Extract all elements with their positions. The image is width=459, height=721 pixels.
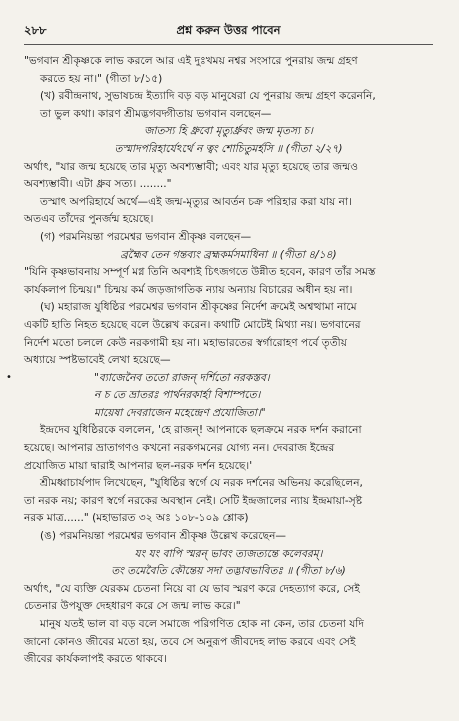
verse-line: তং তমেবৈতি কৌন্তেয় সদা তদ্ভাবভাবিতঃ ॥ (গীতা ৮/৬) bbox=[111, 565, 346, 578]
text-line: শ্রীমধ্বাচার্যপাদ লিখেছেন, "যুধিষ্ঠির স্বর্গে যে নরক দর্শনের অভিনয় করেছিলেন, bbox=[40, 477, 363, 490]
text-line: করতে হয় না।" (গীতা ৮/১৫) bbox=[40, 72, 163, 85]
text-line: অধ্যায়ে স্পষ্টভাবেই লেখা হয়েছে— bbox=[24, 354, 171, 367]
text-line: অবশ্যম্ভাবী। এটা ধ্রুব সত্য। ........" bbox=[24, 178, 172, 191]
verse-line: তস্মাদপরিহার্যেঽর্থে ন ত্বং শোচিতুমর্হসি ॥ (গীতা ২/২৭) bbox=[114, 142, 343, 155]
verse-line: জাতস্য হি ধ্রুবো মৃত্যুর্ধ্রুবং জন্ম মৃতস্য চ। bbox=[144, 125, 313, 138]
text-line: মানুষ যতই ভাল বা বড় বলে সমাজে পরিগণিত হোক না কেন, তার চেতনা যদি bbox=[40, 618, 364, 630]
header-rule bbox=[24, 44, 433, 45]
text-line: নির্দেশ মতো চললে কেউ নরকগামী হয় না। মহাভারতের স্বর্গারোহণ পর্বে তৃতীয় bbox=[24, 336, 347, 349]
verse-line: ন চ তে ভ্রাতরঃ পার্থনরকার্হা বিশাম্পতে। bbox=[94, 389, 261, 402]
text-line: কার্যকলাপ চিন্ময়।" চিন্ময় কর্ম জড়জাগতিক ন্যায় অন্যায় বিচারের অধীন হয় না। bbox=[24, 283, 353, 296]
verse-line: "ব্যাজেনৈব ততো রাজন্ দর্শিতো নরকস্তব। bbox=[94, 371, 270, 384]
page-header bbox=[24, 22, 433, 40]
margin-dot-icon: • bbox=[6, 372, 12, 383]
text-line: অর্থাৎ, "যে ব্যক্তি যেরকম চেতনা নিয়ে বা যে ভাব স্মরণ করে দেহত্যাগ করে, সেই bbox=[24, 582, 360, 595]
verse-line: মায়েষা দেবরাজেন মহেন্দ্রেণ প্রযোজিতা।" bbox=[94, 406, 266, 419]
verse-line: যং যং বাপি স্মরন্ ভাবং ত্যজত্যন্তে কলেবরম্। bbox=[134, 547, 323, 560]
text-line: ইন্দ্রদেব যুধিষ্ঠিরকে বললেন, 'হে রাজন্! আপনাকে ছলক্রমে নরক দর্শন করানো bbox=[40, 424, 362, 437]
text-line: (গ) পরমনিয়ন্তা পরমেশ্বর ভগবান শ্রীকৃষ্ণ বলছেন— bbox=[40, 230, 252, 243]
text-line: জীবের কার্যকলাপই করতে থাকবে। bbox=[24, 653, 167, 666]
verse-line: ব্রহ্মৈব তেন গন্তব্যং ব্রহ্মকর্মসমাধিনা ॥ (গীতা ৪/১৪) bbox=[120, 248, 337, 261]
text-line: "ভগবান শ্রীকৃষ্ণকে লাভ করলে আর এই দুঃখময় নশ্বর সংসারে পুনরায় জন্ম গ্রহণ bbox=[24, 55, 358, 67]
text-line: জানো কোনও জীবের মতো হয়, তবে সে অনুরূপ জীবদেহ লাভ করবে এবং সেই bbox=[24, 635, 356, 648]
text-line: অতএব তাঁদের পুনর্জন্ম হয়েছে। bbox=[24, 213, 154, 226]
text-line: (খ) রবীন্দ্রনাথ, সুভাষচন্দ্র ইত্যাদি বড় বড় মানুষেরা যে পুনরায় জন্ম গ্রহণ করেননি, bbox=[40, 90, 376, 103]
text-line: তা নরক নয়; কারণ স্বর্গে নরকের অবস্থান নেই। সেটি ইন্দ্রজালের ন্যায় ইন্দ্রমায়া-সৃষ্ট bbox=[24, 494, 363, 507]
page-body bbox=[24, 53, 433, 669]
text-line: তা ভুল কথা। কারণ শ্রীমদ্ভগবদ্গীতায় ভগবান বলছেন— bbox=[40, 107, 272, 120]
text-line: তস্মাৎ অপরিহার্যে অর্থে—এই জন্ম-মৃত্যুর আবর্তন চক্র পরিহার করা যায় না। bbox=[40, 195, 352, 208]
running-title: প্রশ্ন করুন উত্তর পাবেন bbox=[176, 23, 281, 37]
text-line: নরক মাত্র......" (মহাভারত ৩২ অঃ ১০৮-১০৯ শ্লোক) bbox=[24, 512, 249, 525]
text-line: হয়েছে। আপনার ভ্রাতাগণও কখনো নরকগমনের যোগ্য নন। দেবরাজ ইন্দ্রের bbox=[24, 442, 335, 455]
text-line: একটি হাতি নিহত হয়েছে বলে উল্লেখ করেন। কথাটি মোটেই মিথ্যা নয়। ভগবানের bbox=[24, 318, 361, 331]
text-line: চেতনার উপযুক্ত দেহধারণ করে সে জন্ম লাভ করে।" bbox=[24, 600, 241, 613]
text-line: (ঘ) মহারাজ যুধিষ্ঠির পরমেশ্বর ভগবান শ্রীকৃষ্ণের নির্দেশ ক্রমেই অশ্বত্থামা নামে bbox=[40, 301, 357, 314]
text-line: অর্থাৎ, "যার জন্ম হয়েছে তার মৃত্যু অবশ্যম্ভাবী; এবং যার মৃত্যু হয়েছে তার জন্মও bbox=[24, 160, 359, 173]
text-line: "যিনি কৃষ্ণভাবনায় সম্পূর্ণ মগ্ন তিনি অবশ্যই চিৎজগতে উন্নীত হবেন, কারণ তাঁর সমস্ত bbox=[24, 266, 376, 279]
text-line: প্রযোজিত মায়া দ্বারাই আপনার ছল-নরক দর্শন হয়েছে।' bbox=[24, 459, 253, 472]
page-number: ২৮৮ bbox=[24, 23, 47, 37]
text-line: (ঙ) পরমনিয়ন্তা পরমেশ্বর ভগবান শ্রীকৃষ্ণ উল্লেখ করেছেন— bbox=[40, 530, 286, 543]
